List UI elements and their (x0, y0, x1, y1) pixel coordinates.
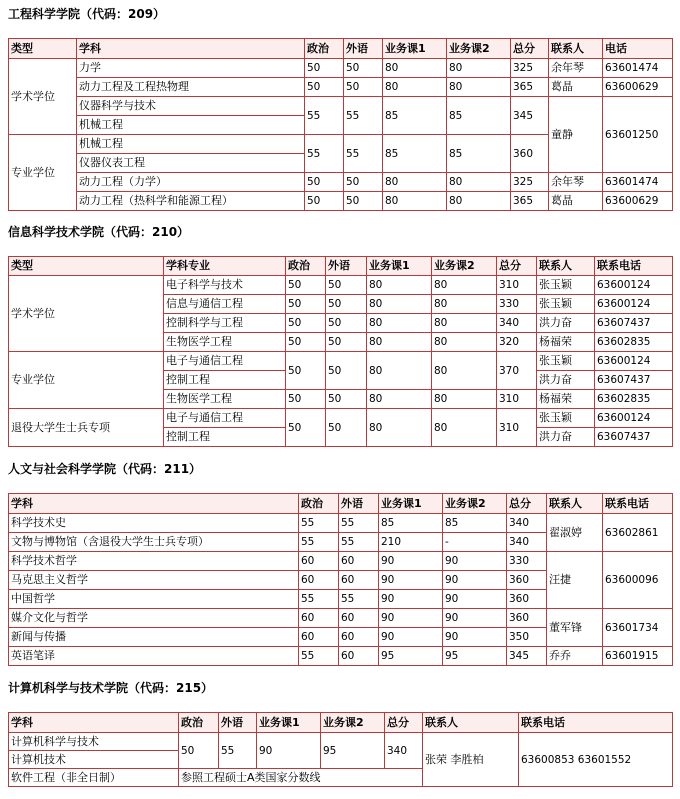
cell-contact: 洪力奋 (537, 428, 595, 447)
table-header-row (9, 494, 673, 514)
header-politics: 政治 (305, 39, 344, 59)
header-politics: 政治 (286, 257, 326, 276)
cell-politics: 55 (299, 533, 339, 552)
cell-phone: 63602861 (603, 514, 673, 552)
header-course2: 业务课2 (321, 713, 385, 733)
cell-foreign-language: 55 (219, 733, 257, 769)
table-computer-science (8, 712, 673, 787)
cell-politics: 50 (286, 314, 326, 333)
cell-politics: 50 (305, 78, 344, 97)
cell-course1: 80 (367, 276, 432, 295)
header-contact: 联系人 (423, 713, 519, 733)
header-subject: 学科 (9, 494, 299, 514)
cell-total: 340 (385, 733, 423, 769)
cell-phone: 63600124 (595, 276, 673, 295)
cell-subject: 软件工程（非全日制） (9, 769, 179, 787)
cell-course2: 85 (447, 135, 511, 173)
header-course1: 业务课1 (383, 39, 447, 59)
cell-politics: 50 (286, 390, 326, 409)
cell-total: 360 (511, 135, 549, 173)
cell-politics: 50 (286, 276, 326, 295)
cell-type: 专业学位 (9, 135, 77, 211)
cell-politics: 50 (286, 409, 326, 447)
cell-subject: 生物医学工程 (164, 333, 286, 352)
cell-foreign-language: 50 (344, 78, 383, 97)
cell-course1: 80 (367, 333, 432, 352)
cell-course2: 95 (321, 733, 385, 769)
cell-foreign-language: 50 (326, 352, 367, 390)
cell-course2: 80 (447, 59, 511, 78)
header-course1: 业务课1 (367, 257, 432, 276)
header-subject: 学科专业 (164, 257, 286, 276)
cell-contact: 董军锋 (547, 609, 603, 647)
cell-total: 340 (507, 533, 547, 552)
cell-total: 330 (497, 295, 537, 314)
cell-course1: 90 (257, 733, 321, 769)
cell-total: 360 (507, 609, 547, 628)
cell-course1: 95 (379, 647, 443, 666)
table-row (9, 78, 673, 97)
cell-contact: 杨福荣 (537, 333, 595, 352)
cell-course2: 90 (443, 571, 507, 590)
cell-phone: 63601474 (603, 173, 673, 192)
cell-contact: 童静 (549, 97, 603, 173)
cell-course1: 80 (367, 409, 432, 447)
cell-course1: 80 (383, 78, 447, 97)
cell-subject: 生物医学工程 (164, 390, 286, 409)
cell-phone: 63600124 (595, 295, 673, 314)
cell-course2: 80 (447, 173, 511, 192)
cell-phone: 63600629 (603, 192, 673, 211)
cell-total: 345 (507, 647, 547, 666)
table-row (9, 59, 673, 78)
cell-course1: 80 (383, 192, 447, 211)
cell-politics: 55 (305, 135, 344, 173)
cell-politics: 60 (299, 628, 339, 647)
header-foreign-language: 外语 (339, 494, 379, 514)
header-type: 类型 (9, 257, 164, 276)
cell-foreign-language: 60 (339, 628, 379, 647)
cell-total: 365 (511, 78, 549, 97)
cell-subject: 机械工程 (77, 116, 305, 135)
cell-course1: 80 (383, 173, 447, 192)
header-contact: 联系人 (537, 257, 595, 276)
table-header-row (9, 713, 673, 733)
cell-foreign-language: 55 (344, 97, 383, 135)
cell-course2: 80 (432, 409, 497, 447)
cell-subject: 文物与博物馆（含退役大学生士兵专项） (9, 533, 299, 552)
table-header-row (9, 39, 673, 59)
cell-subject: 电子与通信工程 (164, 352, 286, 371)
cell-type: 专业学位 (9, 352, 164, 409)
cell-phone: 63600853 63601552 (519, 733, 673, 787)
cell-contact: 张玉颖 (537, 409, 595, 428)
cell-contact: 葛晶 (549, 192, 603, 211)
cell-course1: 210 (379, 533, 443, 552)
cell-total: 310 (497, 390, 537, 409)
cell-phone: 63600096 (603, 552, 673, 609)
cell-score-note: 参照工程硕士A类国家分数线 (179, 769, 423, 787)
cell-foreign-language: 50 (326, 314, 367, 333)
cell-politics: 55 (299, 590, 339, 609)
cell-total: 345 (511, 97, 549, 135)
cell-contact: 杨福荣 (537, 390, 595, 409)
header-contact: 联系人 (549, 39, 603, 59)
cell-course1: 85 (379, 514, 443, 533)
cell-contact: 汪捷 (547, 552, 603, 609)
header-foreign-language: 外语 (344, 39, 383, 59)
header-total: 总分 (385, 713, 423, 733)
table-row (9, 276, 673, 295)
cell-subject: 新闻与传播 (9, 628, 299, 647)
cell-phone: 63600124 (595, 409, 673, 428)
cell-foreign-language: 50 (326, 409, 367, 447)
cell-politics: 60 (299, 609, 339, 628)
cell-course2: 80 (447, 192, 511, 211)
cell-subject: 计算机技术 (9, 751, 179, 769)
cell-politics: 50 (286, 295, 326, 314)
cell-contact: 张玉颖 (537, 276, 595, 295)
cell-total: 370 (497, 352, 537, 390)
cell-foreign-language: 50 (344, 173, 383, 192)
cell-subject: 信息与通信工程 (164, 295, 286, 314)
cell-politics: 50 (305, 173, 344, 192)
cell-total: 310 (497, 276, 537, 295)
cell-phone: 63601250 (603, 97, 673, 173)
header-phone: 联系电话 (595, 257, 673, 276)
cell-course2: 80 (432, 276, 497, 295)
cell-subject: 电子科学与技术 (164, 276, 286, 295)
table-row (9, 352, 673, 371)
table-header-row (9, 257, 673, 276)
cell-foreign-language: 50 (344, 59, 383, 78)
cell-phone: 63607437 (595, 314, 673, 333)
cell-foreign-language: 55 (339, 590, 379, 609)
cell-total: 325 (511, 59, 549, 78)
table-engineering (8, 38, 673, 211)
cell-subject: 力学 (77, 59, 305, 78)
header-course2: 业务课2 (447, 39, 511, 59)
table-row (9, 552, 673, 571)
header-course1: 业务课1 (257, 713, 321, 733)
header-course1: 业务课1 (379, 494, 443, 514)
cell-foreign-language: 50 (326, 276, 367, 295)
header-foreign-language: 外语 (326, 257, 367, 276)
cell-contact: 余年琴 (549, 173, 603, 192)
cell-foreign-language: 55 (339, 514, 379, 533)
cell-politics: 50 (286, 333, 326, 352)
header-subject: 学科 (77, 39, 305, 59)
cell-subject: 控制科学与工程 (164, 314, 286, 333)
cell-foreign-language: 60 (339, 647, 379, 666)
cell-contact: 葛晶 (549, 78, 603, 97)
cell-subject: 仪器仪表工程 (77, 154, 305, 173)
cell-total: 340 (497, 314, 537, 333)
cell-subject: 机械工程 (77, 135, 305, 154)
cell-foreign-language: 50 (326, 333, 367, 352)
cell-total: 330 (507, 552, 547, 571)
cell-politics: 50 (305, 59, 344, 78)
cell-phone: 63607437 (595, 371, 673, 390)
cell-politics: 50 (179, 733, 219, 769)
header-phone: 联系电话 (603, 494, 673, 514)
header-total: 总分 (497, 257, 537, 276)
cell-type: 学术学位 (9, 276, 164, 352)
table-row (9, 609, 673, 628)
cell-course1: 80 (367, 352, 432, 390)
cell-politics: 55 (305, 97, 344, 135)
table-row (9, 173, 673, 192)
cell-course2: 80 (432, 314, 497, 333)
header-phone: 联系电话 (519, 713, 673, 733)
cell-contact: 洪力奋 (537, 314, 595, 333)
header-politics: 政治 (179, 713, 219, 733)
cell-subject: 中国哲学 (9, 590, 299, 609)
cell-foreign-language: 50 (326, 390, 367, 409)
cell-contact: 张玉颖 (537, 352, 595, 371)
cell-course1: 80 (367, 390, 432, 409)
cell-course2: 80 (432, 390, 497, 409)
cell-politics: 60 (299, 552, 339, 571)
cell-foreign-language: 60 (339, 552, 379, 571)
cell-subject: 电子与通信工程 (164, 409, 286, 428)
cell-course2: 90 (443, 609, 507, 628)
cell-subject: 动力工程及工程热物理 (77, 78, 305, 97)
cell-course2: 90 (443, 628, 507, 647)
cell-course2: 80 (432, 333, 497, 352)
cell-total: 320 (497, 333, 537, 352)
cell-subject: 仪器科学与技术 (77, 97, 305, 116)
cell-politics: 60 (299, 571, 339, 590)
cell-foreign-language: 55 (344, 135, 383, 173)
header-contact: 联系人 (547, 494, 603, 514)
header-course2: 业务课2 (432, 257, 497, 276)
cell-course1: 80 (383, 59, 447, 78)
table-row (9, 97, 673, 116)
cell-phone: 63602835 (595, 390, 673, 409)
table-row (9, 409, 673, 428)
cell-subject: 媒介文化与哲学 (9, 609, 299, 628)
cell-contact: 张荣 李胜柏 (423, 733, 519, 787)
cell-type: 退役大学生士兵专项 (9, 409, 164, 447)
section-title-engineering: 工程科学学院（代码：209） (8, 7, 166, 21)
cell-course1: 85 (383, 97, 447, 135)
section-title-humanities: 人文与社会科学学院（代码：211） (8, 462, 202, 476)
cell-politics: 50 (305, 192, 344, 211)
cell-contact: 余年琴 (549, 59, 603, 78)
cell-foreign-language: 55 (339, 533, 379, 552)
cell-politics: 55 (299, 514, 339, 533)
cell-subject: 计算机科学与技术 (9, 733, 179, 751)
cell-phone: 63600629 (603, 78, 673, 97)
cell-phone: 63600124 (595, 352, 673, 371)
cell-course2: 90 (443, 590, 507, 609)
cell-subject: 英语笔译 (9, 647, 299, 666)
cell-phone: 63601474 (603, 59, 673, 78)
cell-total: 365 (511, 192, 549, 211)
cell-contact: 张玉颖 (537, 295, 595, 314)
cell-subject: 动力工程（热科学和能源工程） (77, 192, 305, 211)
cell-course2: 85 (443, 514, 507, 533)
cell-politics: 50 (286, 352, 326, 390)
section-title-computer-science: 计算机科学与技术学院（代码：215） (8, 681, 214, 695)
cell-subject: 马克思主义哲学 (9, 571, 299, 590)
cell-course2: 90 (443, 552, 507, 571)
cell-phone: 63601734 (603, 609, 673, 647)
header-total: 总分 (507, 494, 547, 514)
cell-phone: 63601915 (603, 647, 673, 666)
cell-course2: 85 (447, 97, 511, 135)
table-information (8, 256, 673, 447)
header-total: 总分 (511, 39, 549, 59)
cell-course1: 90 (379, 590, 443, 609)
cell-contact: 翟淑婷 (547, 514, 603, 552)
cell-course2: 80 (447, 78, 511, 97)
table-humanities (8, 493, 673, 666)
cell-total: 325 (511, 173, 549, 192)
header-politics: 政治 (299, 494, 339, 514)
section-title-information: 信息科学技术学院（代码：210） (8, 225, 190, 239)
cell-course2: 95 (443, 647, 507, 666)
cell-phone: 63602835 (595, 333, 673, 352)
cell-course2: 80 (432, 352, 497, 390)
cell-course1: 85 (383, 135, 447, 173)
header-foreign-language: 外语 (219, 713, 257, 733)
header-subject: 学科 (9, 713, 179, 733)
cell-course2: 80 (432, 295, 497, 314)
header-type: 类型 (9, 39, 77, 59)
table-row (9, 733, 673, 751)
cell-foreign-language: 60 (339, 609, 379, 628)
table-row (9, 514, 673, 533)
cell-course1: 90 (379, 609, 443, 628)
cell-politics: 55 (299, 647, 339, 666)
cell-contact: 洪力奋 (537, 371, 595, 390)
cell-phone: 63607437 (595, 428, 673, 447)
cell-subject: 控制工程 (164, 371, 286, 390)
cell-subject: 科学技术史 (9, 514, 299, 533)
cell-foreign-language: 60 (339, 571, 379, 590)
cell-course2: - (443, 533, 507, 552)
cell-subject: 科学技术哲学 (9, 552, 299, 571)
cell-total: 360 (507, 590, 547, 609)
table-row (9, 647, 673, 666)
cell-total: 360 (507, 571, 547, 590)
cell-contact: 乔乔 (547, 647, 603, 666)
cell-course1: 90 (379, 571, 443, 590)
cell-course1: 90 (379, 628, 443, 647)
cell-course1: 80 (367, 314, 432, 333)
header-phone: 电话 (603, 39, 673, 59)
header-course2: 业务课2 (443, 494, 507, 514)
cell-course1: 90 (379, 552, 443, 571)
cell-total: 350 (507, 628, 547, 647)
cell-total: 340 (507, 514, 547, 533)
cell-subject: 动力工程（力学） (77, 173, 305, 192)
cell-total: 310 (497, 409, 537, 447)
table-row (9, 192, 673, 211)
cell-type: 学术学位 (9, 59, 77, 135)
cell-course1: 80 (367, 295, 432, 314)
cell-foreign-language: 50 (326, 295, 367, 314)
cell-foreign-language: 50 (344, 192, 383, 211)
cell-subject: 控制工程 (164, 428, 286, 447)
